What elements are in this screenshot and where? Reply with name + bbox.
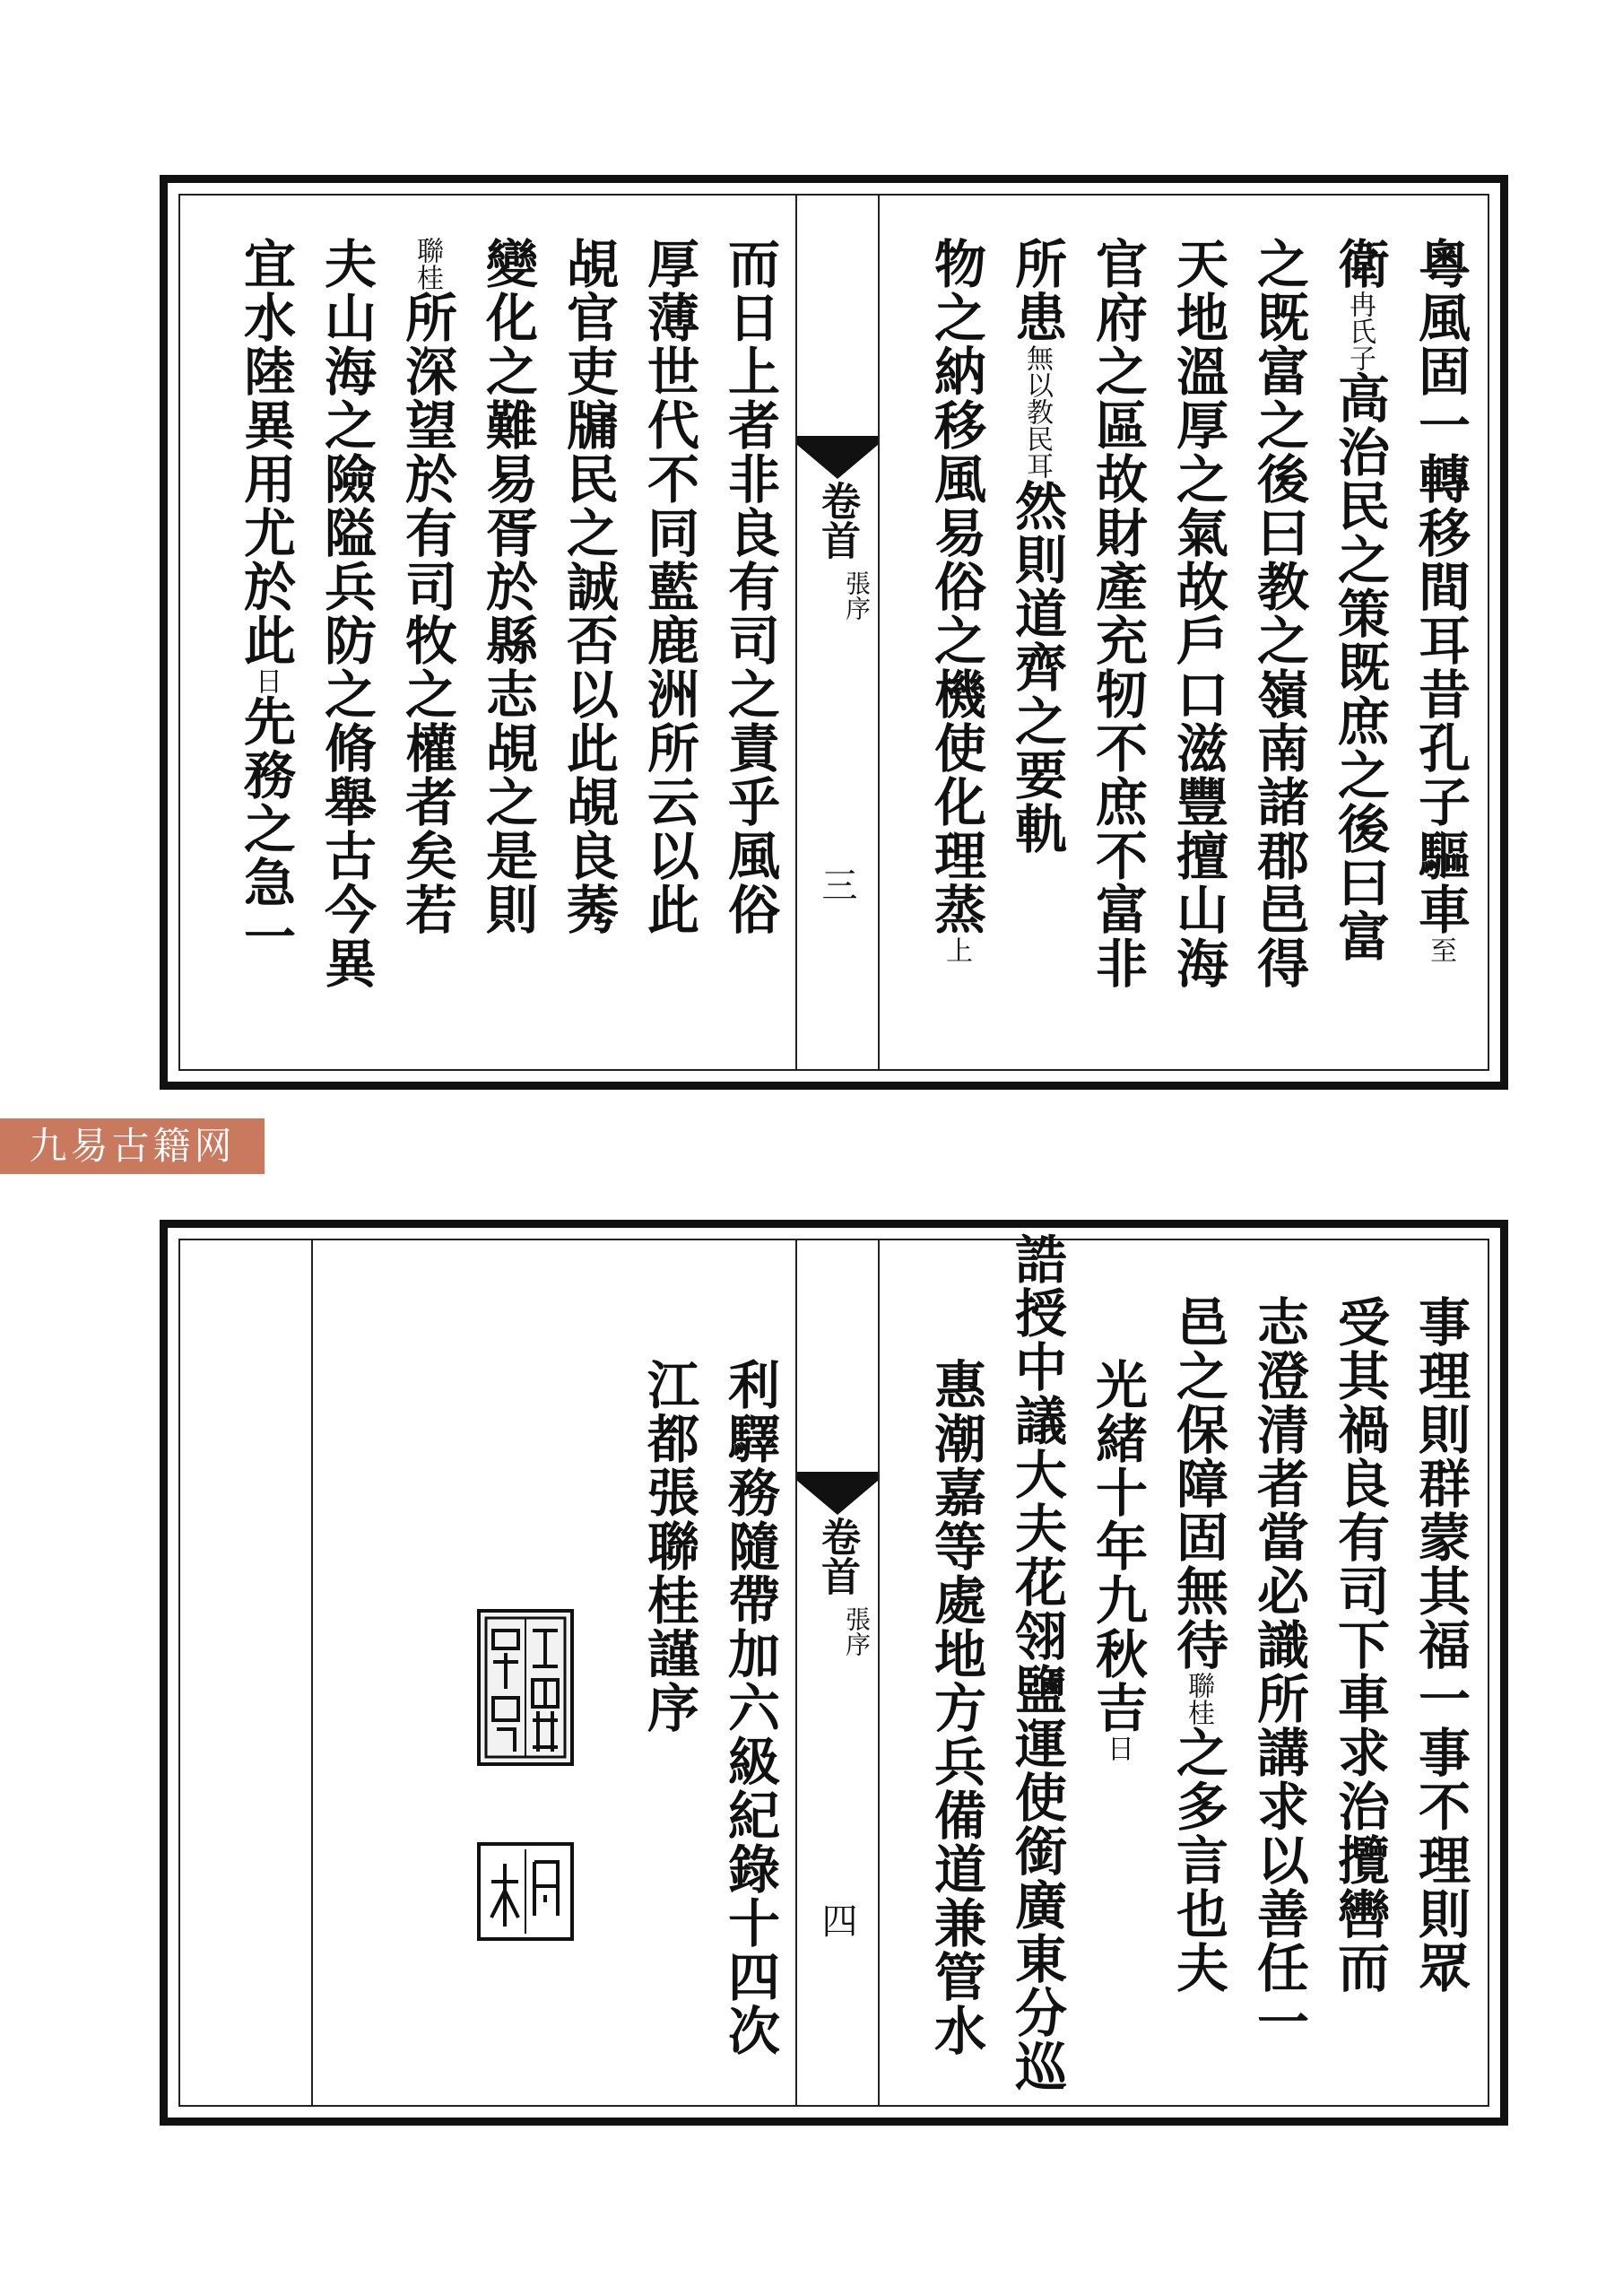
section-label: 張序 [842,570,872,621]
volume-label: 卷首 [814,1517,860,1596]
folio-number: 三 [816,866,857,902]
text-column: 志澄清者當必識所講求以善任一 [1248,1295,1309,2048]
section-label: 張序 [842,1606,872,1657]
seal-stamp-name [477,1609,574,1766]
bottom-page [160,1220,1508,2126]
text-column: 光緒十年九秋吉日 [1087,1358,1148,1761]
text-column: 物之納移風易俗之機使化理蒸上 [925,237,986,963]
seal-stamp-art-name [477,1842,574,1941]
folio-number: 四 [816,1902,857,1938]
fishtail-ornament [797,1472,878,1517]
text-column: 而日上者非良有司之責乎風俗 [719,237,780,936]
top-page [160,175,1508,1090]
center-fold-strip [795,194,880,1071]
text-column: 宜水陸異用尤於此日先務之急一 [235,237,296,963]
text-column: 天地溫厚之氣故戶口滋豐擅山海 [1167,237,1228,990]
text-column: 江都張聯桂謹序 [638,1358,699,1735]
text-column: 覘官吏牖民之誠否以此覘良莠 [558,237,619,936]
text-column: 聯桂所深望於有司牧之權者矣若 [396,237,457,936]
text-column: 惠潮嘉等處地方兵備道兼管水 [925,1358,986,2057]
text-column: 粵風固一轉移間耳昔孔子驅車至 [1410,237,1471,963]
text-column: 事理則群蒙其福一事不理則眾 [1410,1295,1471,1995]
text-column: 利驛務隨帶加六級紀錄十四次 [719,1358,780,2057]
text-column: 厚薄世代不同藍鹿洲所云以此 [638,237,699,936]
column-rule [311,1239,313,2107]
watermark-label: 九易古籍网 [0,1118,265,1174]
text-column: 夫山海之險隘兵防之脩舉古今異 [316,237,377,990]
center-fold-strip [795,1239,880,2107]
text-column: 所患無以教民耳然則道齊之要軌 [1006,237,1067,856]
text-column: 之既富之後曰教之嶺南諸郡邑得 [1248,237,1309,990]
text-column: 誥授中議大夫花翎鹽運使銜廣東分巡 [1006,1232,1067,2093]
text-column: 受其禍良有司下車求治攬轡而 [1329,1295,1390,1995]
volume-label: 卷首 [814,481,860,560]
fishtail-ornament [797,436,878,481]
text-column: 變化之難易胥於縣志覘之是則 [477,237,538,936]
text-column: 衛冉氏子高治民之策既庶之後曰富 [1329,237,1390,963]
text-column: 官府之區故財產充牣不庶不富非 [1087,237,1148,990]
text-column: 邑之保障固無待聯桂之多言也夫 [1167,1295,1228,1995]
